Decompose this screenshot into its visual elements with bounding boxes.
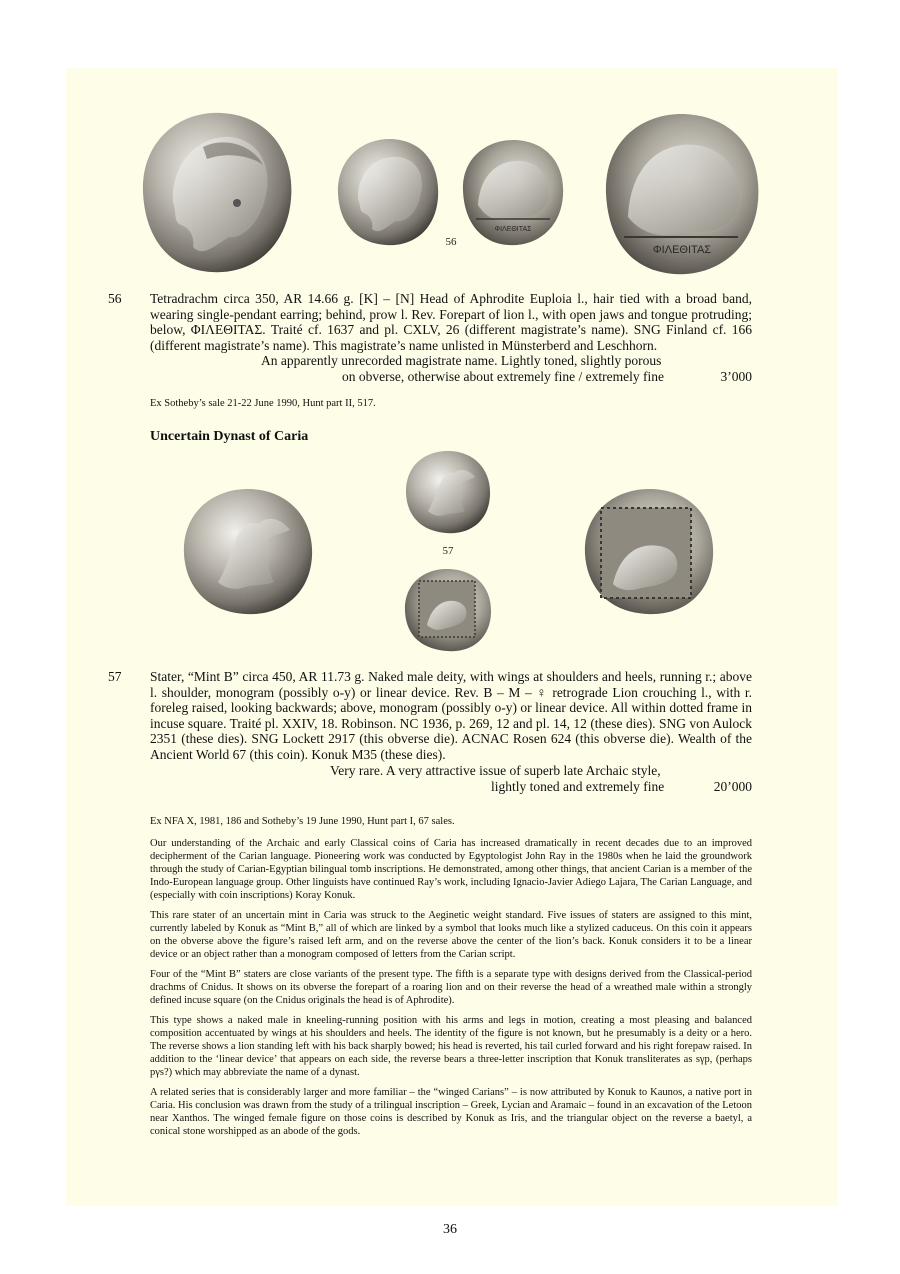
section-heading: Uncertain Dynast of Caria <box>150 429 309 444</box>
lion-forepart-coin-image <box>598 107 766 279</box>
lot-condition-56-line1: An apparently unrecorded magistrate name. Lightly toned, slightly porous <box>261 353 662 368</box>
crouching-lion-coin-image-small <box>401 565 495 655</box>
essay-paragraph: This rare stater of an uncertain mint in Caria was struck to the Aeginetic weight standard. Five issues of staters are assigned to this mint, currently labeled by Konuk as “Mint B,” all of which are linked by a symbol that looks much like a stylized caduceus. On this coin it appears on the obverse above the figure’s raised left arm, and on the reverse above the center of the lion’s back. Konuk considers it to be a linear device or an object rather than a monogram composed of letters from the Carian script. <box>150 910 752 960</box>
aphrodite-head-coin-image-small <box>332 135 444 249</box>
svg-text:ΦΙΛΕΘΙΤΑΣ: ΦΙΛΕΘΙΤΑΣ <box>652 244 712 256</box>
lot-condition-57-line2: lightly toned and extremely fine <box>491 779 665 794</box>
essay-paragraph: This type shows a naked male in kneeling-running position with his arms and legs in motion, creating a most pleasing and balanced composition accentuated by wings at his shoulders and heels. The identity of the figure is not known, but he presumably is a deity or a hero. The reverse shows a lion standing left with his back sharply bowed; his head is reverted, his tail curled forward and his right forepaw raised. In addition to the ‘linear device’ that appears on each side, the reverse bears a three-letter inscription that Konuk transliterates as sγp, (perhaps pγs?) which may abbreviate the name of a dynast. <box>150 1015 752 1078</box>
lot-provenance-57: Ex NFA X, 1981, 186 and Sotheby’s 19 June 1990, Hunt part I, 67 sales. <box>150 816 455 827</box>
lot-estimate-57: 20’000 <box>713 779 752 794</box>
plate-label-57: 57 <box>442 545 454 557</box>
essay-paragraph: A related series that is considerably larger and more familiar – the “winged Carians” – is now attributed by Konuk to Kaunos, a native port in Caria. His conclusion was drawn from the study of a trilingual inscription – Greek, Lycian and Aramaic – found in an excavation of the Letoon near Xanthos. The winged female figure on those coins is described by Konuk as Iris, and the triangular object on the reverse a baetyl, a conical stone worshipped as an abode of the gods. <box>150 1087 752 1137</box>
svg-text:ΦΙΛΕΘΙΤΑΣ: ΦΙΛΕΘΙΤΑΣ <box>494 226 532 233</box>
lot-estimate-56: 3’000 <box>720 369 752 384</box>
lot-number-57: 57 <box>108 669 122 684</box>
aphrodite-head-coin-image <box>133 107 299 277</box>
winged-deity-coin-image <box>178 484 318 620</box>
page-number: 36 <box>443 1222 457 1237</box>
lion-forepart-coin-image-small <box>458 135 568 249</box>
lot-description-text: Stater, “Mint B” circa 450, AR 11.73 g. Naked male deity, with wings at shoulders and heels, running r.; above l. shoulder, monogram (possibly o-y) or linear device. Rev. B – M – ♀ retrograde Lion crouching l., with r. foreleg raised, looking backwards; above, monogram (possibly o-y) or linear device. All within dotted frame in incuse square. Traité pl. XXIV, 18. Robinson. NC 1936, p. 269, 12 and pl. 14, 12 (these dies). SNG von Aulock 2351 (these dies). SNG Lockett 2917 (this obverse die). ACNAC Rosen 624 (this obverse die). Wealth of the Ancient World 67 (this coin). Konuk M35 (these dies). <box>150 669 752 762</box>
lot-condition-57-line1: Very rare. A very attractive issue of superb late Archaic style, <box>330 763 661 778</box>
lot-condition-56-line2: on obverse, otherwise about extremely fine / extremely fine <box>342 369 665 384</box>
lot-description-text: Tetradrachm circa 350, AR 14.66 g. [K] – [N] Head of Aphrodite Euploia l., hair tied with a broad band, wearing single-pendant earring; behind, prow l. Rev. Forepart of lion l., with open jaws and tongue protruding; below, ΦΙΛΕΘΙΤΑΣ. Traité cf. 1637 and pl. CXLV, 26 (different magistrate’s name). SNG Finland cf. 166 (different magistrate’s name). This magistrate’s name unlisted in Münsterberd and Leschhorn. <box>150 291 752 353</box>
essay-paragraph: Four of the “Mint B” staters are close variants of the present type. The fifth is a separate type with designs derived from the Classical-period drachms of Cnidus. It shows on its obverse the forepart of a roaring lion and on their reverse the head of a wreathed male within a strongly defined incuse square (on the Cnidus originals the head is of Aphrodite). <box>150 969 752 1006</box>
winged-deity-coin-image-small <box>402 447 494 537</box>
plate-label-56: 56 <box>445 236 457 248</box>
essay <box>150 837 752 1145</box>
lot-provenance-56: Ex Sotheby’s sale 21-22 June 1990, Hunt part II, 517. <box>150 398 376 409</box>
essay-paragraph: Our understanding of the Archaic and early Classical coins of Caria has increased dramatically in recent decades due to an improved decipherment of the Carian language. Pioneering work was conducted by Egyptologist John Ray in the 1980s when he laid the groundwork through the study of Carian-Egyptian bilingual tomb inscriptions. He demonstrated, among other things, that ancient Carian is a member of the Indo-European language group. Other linguists have continued Ray’s work, including Ignacio-Javier Adiego Lajara, The Carian Language, and (especially with coin inscriptions) Koray Konuk. <box>150 838 752 901</box>
lot-description-56 <box>150 291 752 353</box>
crouching-lion-coin-image <box>579 484 719 620</box>
lot-description-57 <box>150 669 752 762</box>
lot-number-56: 56 <box>108 291 122 306</box>
